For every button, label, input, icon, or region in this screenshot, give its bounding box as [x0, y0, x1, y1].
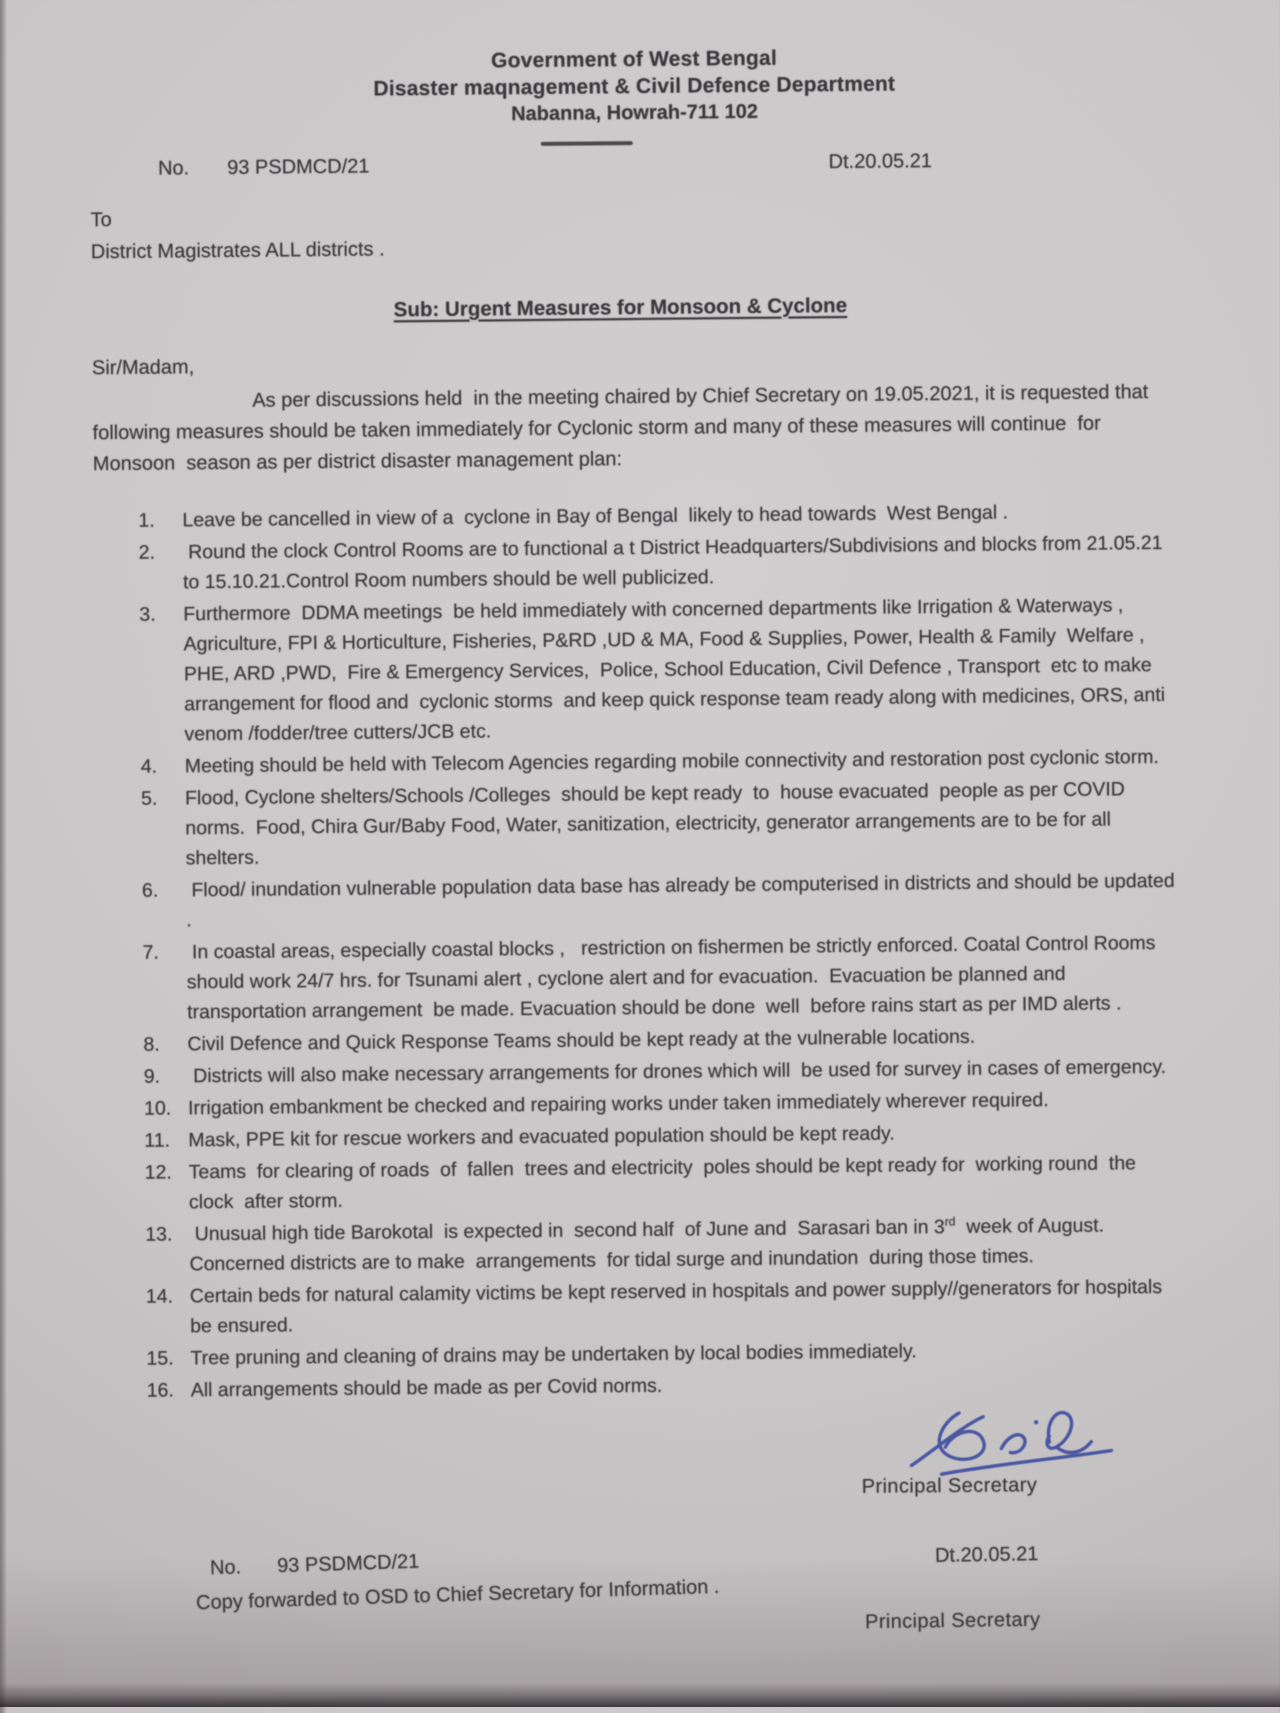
recipient-label: To — [90, 208, 112, 231]
list-item: 11. Mask, PPE kit for rescue workers and evacuated population should be kept ready. — [144, 1122, 895, 1152]
signature-scribble — [897, 1393, 1133, 1479]
list-item: 4. Meeting should be held with Telecom Agencies regarding mobile connectivity and restoration post cyclonic storm. — [140, 745, 1159, 778]
footer-no-label: No. — [209, 1556, 242, 1580]
list-item: 13. Unusual high tide Barokotal is expected in second half of June and Sarasari ban in 3rd week of August. Concerned districts are to make arrangements for tidal surge and inundation during those times. — [145, 1213, 1121, 1275]
reference-no-label: No. — [157, 156, 190, 180]
footer-date: Dt.20.05.21 — [934, 1543, 1039, 1567]
reference-date: Dt.20.05.21 — [828, 149, 933, 173]
recipient-block — [90, 197, 1180, 264]
reference-no-value: 93 PSDMCD/21 — [227, 155, 370, 179]
footer-no-value: 93 PSDMCD/21 — [276, 1550, 420, 1578]
list-item: 14. Certain beds for natural calamity victims be kept reserved in hospitals and power supply//generators for hospitals be ensured. — [145, 1275, 1168, 1337]
list-item: 1. Leave be cancelled in view of a cyclone in Bay of Bengal likely to head towards West Bengal . — [138, 500, 1009, 532]
list-item: 8. Civil Defence and Quick Response Teams should be kept ready at the vulnerable locations. — [143, 1025, 976, 1056]
intro-paragraph: As per discussions held in the meeting chaired by Chief Secretary on 19.05.2021, it is requested that following measures should be taken immediately for Cyclonic storm and many of these measures will continue for Monsoon season as per district disaster management plan: — [92, 380, 1154, 475]
signatory-title: Principal Secretary — [861, 1474, 1038, 1498]
list-item: 9. Districts will also make necessary arrangements for drones which will be used for survey in cases of emergency. — [143, 1055, 1167, 1088]
footer-signatory-title: Principal Secretary — [864, 1608, 1041, 1634]
list-item: 10. Irrigation embankment be checked and repairing works under taken immediately wherever required. — [143, 1088, 1049, 1120]
list-item: 6. Flood/ inundation vulnerable population data base has already be computerised in districts and should be updated . — [141, 869, 1186, 931]
signature-block — [853, 1393, 1114, 1498]
list-item: 15. Tree pruning and cleaning of drains may be undertaken by local bodies immediately. — [146, 1339, 917, 1370]
salutation: Sir/Madam, — [91, 355, 195, 379]
list-item: 16. All arrangements should be made as per Covid norms. — [146, 1374, 663, 1402]
subject-line: Sub: Urgent Measures for Monsoon & Cyclone — [393, 293, 848, 321]
list-item: 5. Flood, Cyclone shelters/Schools /Colleges should be kept ready to house evacuated people as per COVID norms. Food, Chira Gur/Baby Food, Water, sanitization, electricity, generator arrangements are to be for all shelters. — [140, 777, 1136, 869]
list-item: 12. Teams for clearing of roads of fallen trees and electricity poles should be kept ready for working round the clock after storm. — [144, 1151, 1142, 1213]
reference-left — [158, 153, 370, 181]
header-divider — [541, 141, 633, 145]
ordinal-superscript: rd — [944, 1213, 956, 1229]
footer-block — [0, 1540, 1280, 1680]
measures-list — [138, 495, 1192, 1405]
header-department: Disaster maqnagement & Civil Defence Department — [373, 72, 896, 101]
header-address: Nabanna, Howrah-711 102 — [511, 100, 759, 126]
list-item: 3. Furthermore DDMA meetings be held immediately with concerned departments like Irrigation & Waterways , Agriculture, FPI & Horticulture, Fisheries, P&RD ,UD & MA, Food & Supplies, Power, Health & Family Welfare , PHE, ARD ,PWD, Fire & Emergency Services, Police, School Education, Civil Defence , Transport etc to make arrangement for flood and cyclonic storms and keep quick response team ready along with medicines, ORS, anti venom /fodder/tree cutters/JCB etc. — [139, 593, 1171, 745]
list-item: 7. In coastal areas, especially coastal blocks , restriction on fishermen be strictly enforced. Coatal Control Rooms should work 24/7 hrs. for Tsunami alert , cyclone alert and for evacuation. Evacuation be planned and transportation arrangement be made. Evacuation should be done well before rains start as per IMD alerts . — [142, 931, 1161, 1023]
footer-reference — [210, 1551, 420, 1581]
reference-row — [90, 145, 1180, 181]
header-government: Government of West Bengal — [490, 46, 778, 73]
footer-copy-line: Copy forwarded to OSD to Chief Secretary for Information . — [195, 1575, 720, 1615]
recipient-line: District Magistrates ALL districts . — [90, 237, 385, 263]
list-item: 2. Round the clock Control Rooms are to functional a t District Headquarters/Subdivisions and blocks from 21.05.21 to 15.10.21.Control Room numbers should be well publicized. — [138, 531, 1169, 593]
